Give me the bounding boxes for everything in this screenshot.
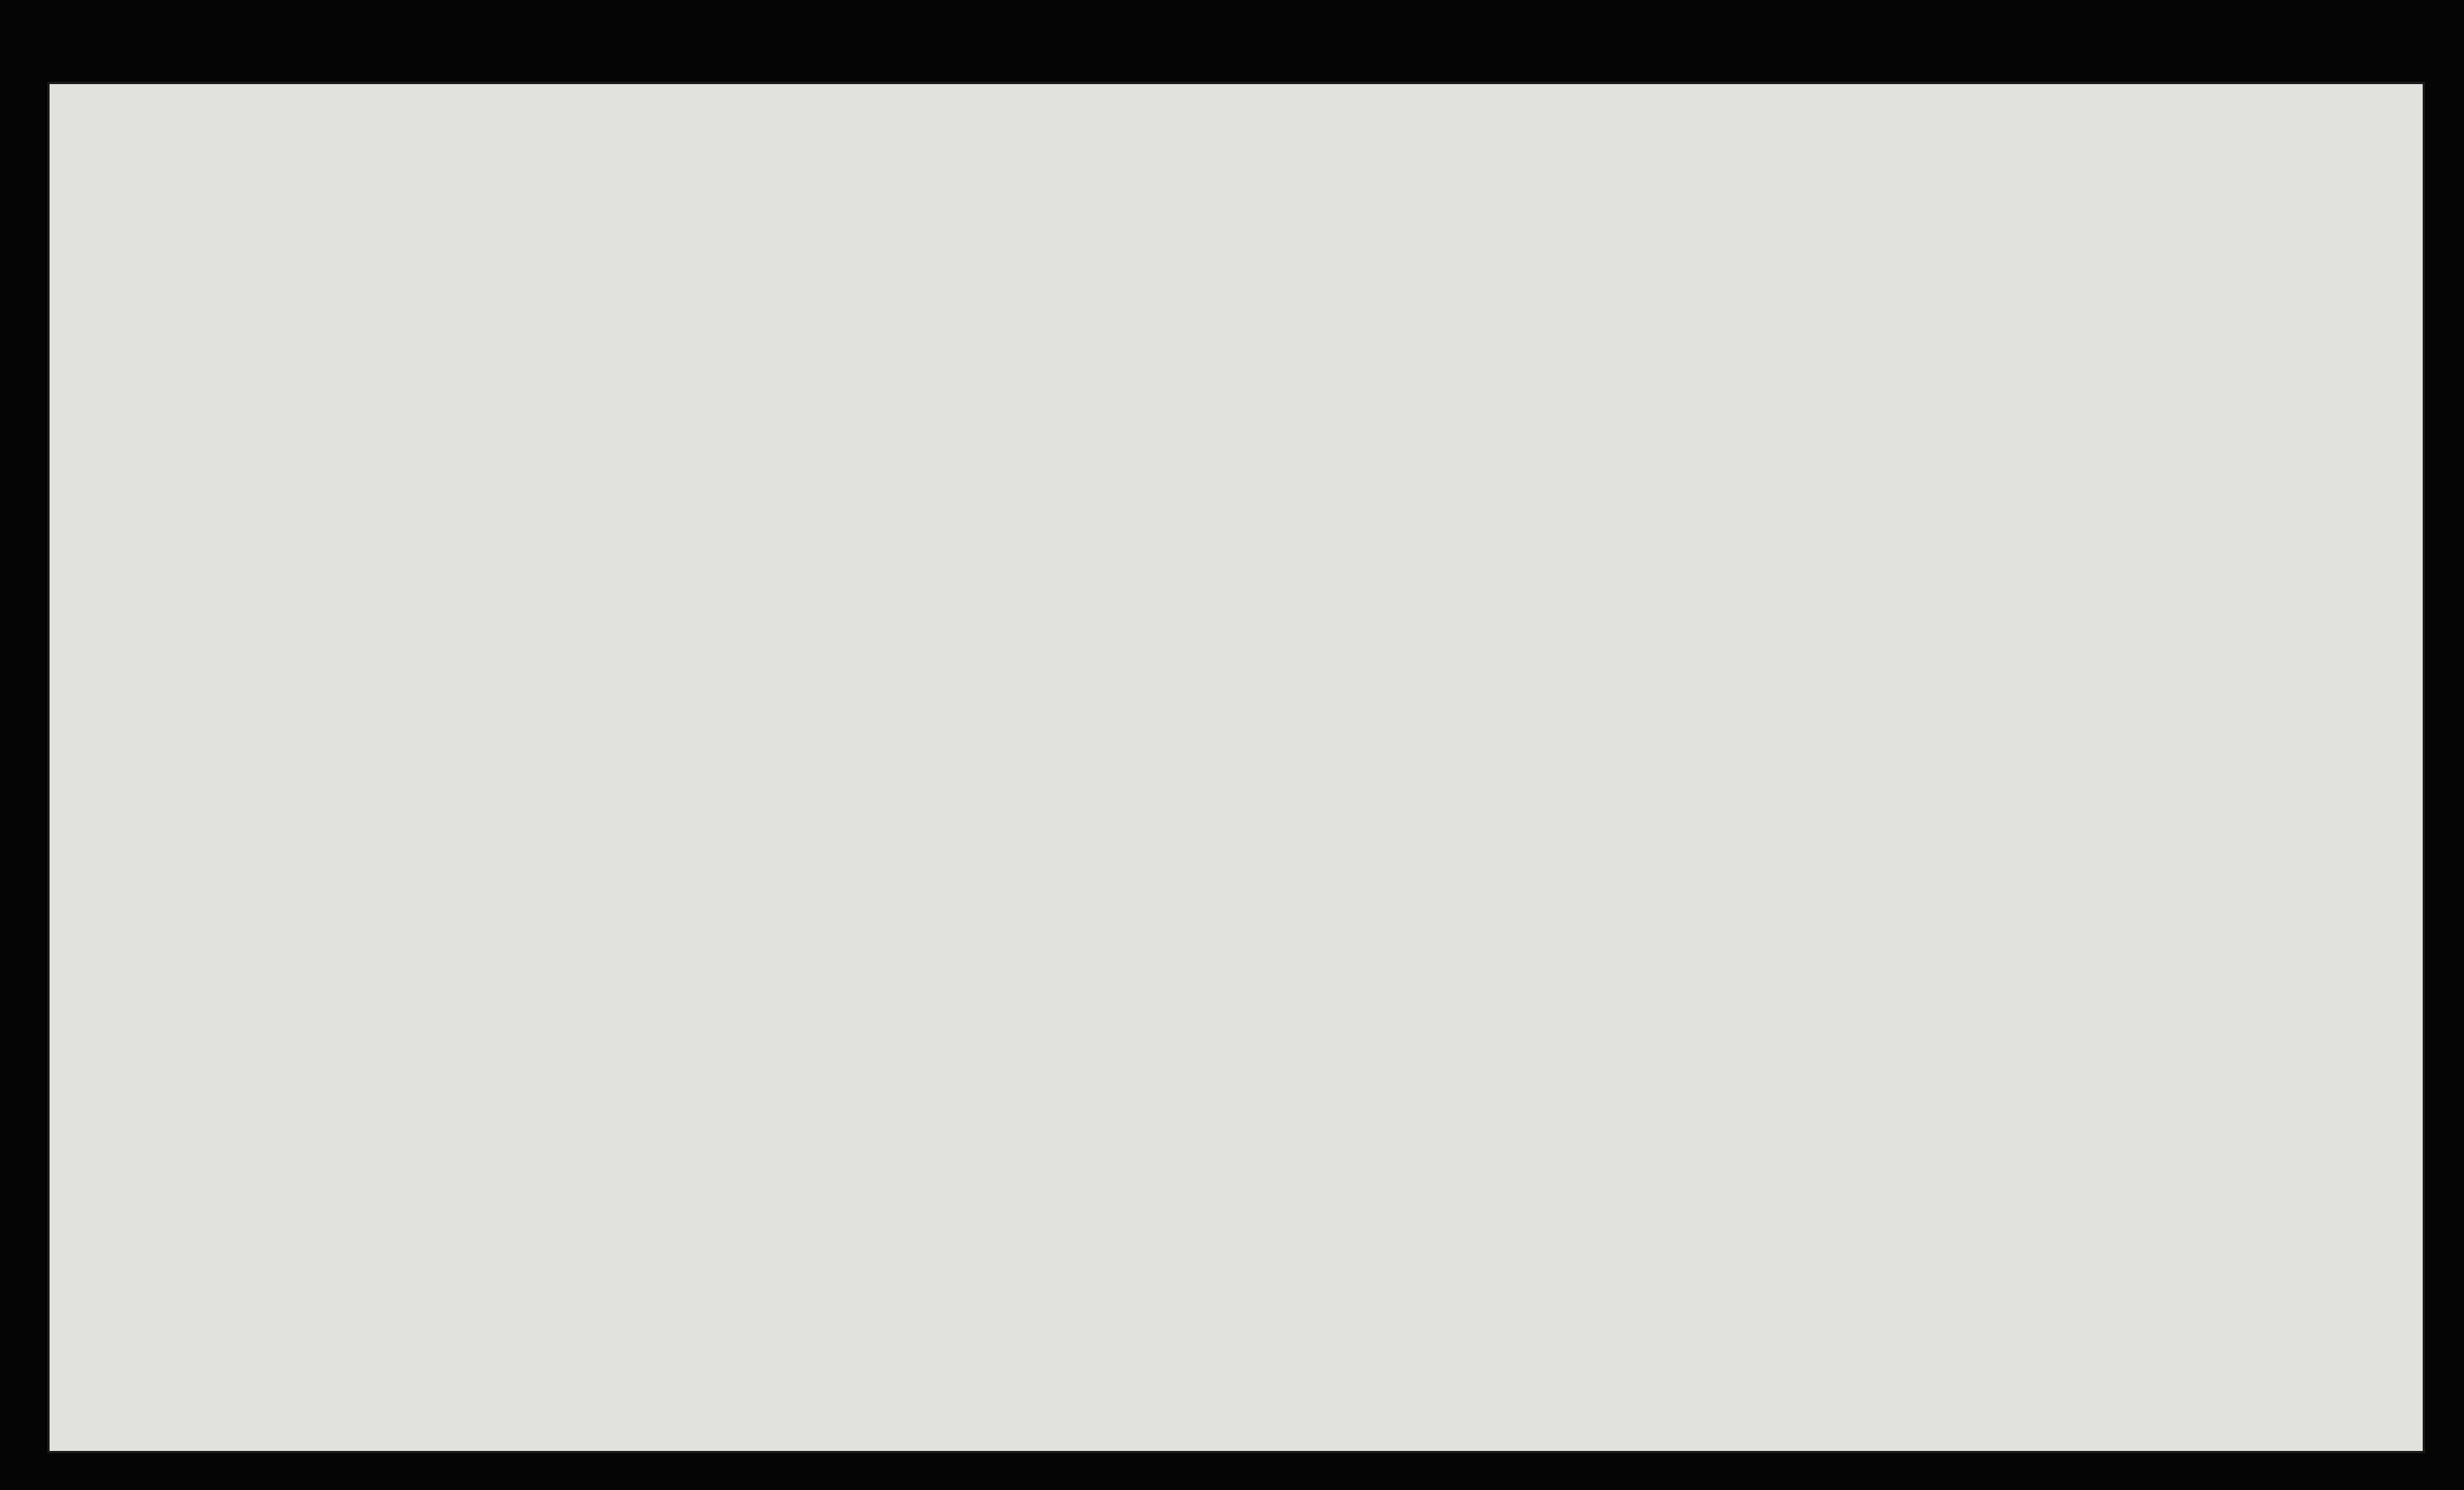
census-form-sheet bbox=[50, 84, 2423, 1451]
